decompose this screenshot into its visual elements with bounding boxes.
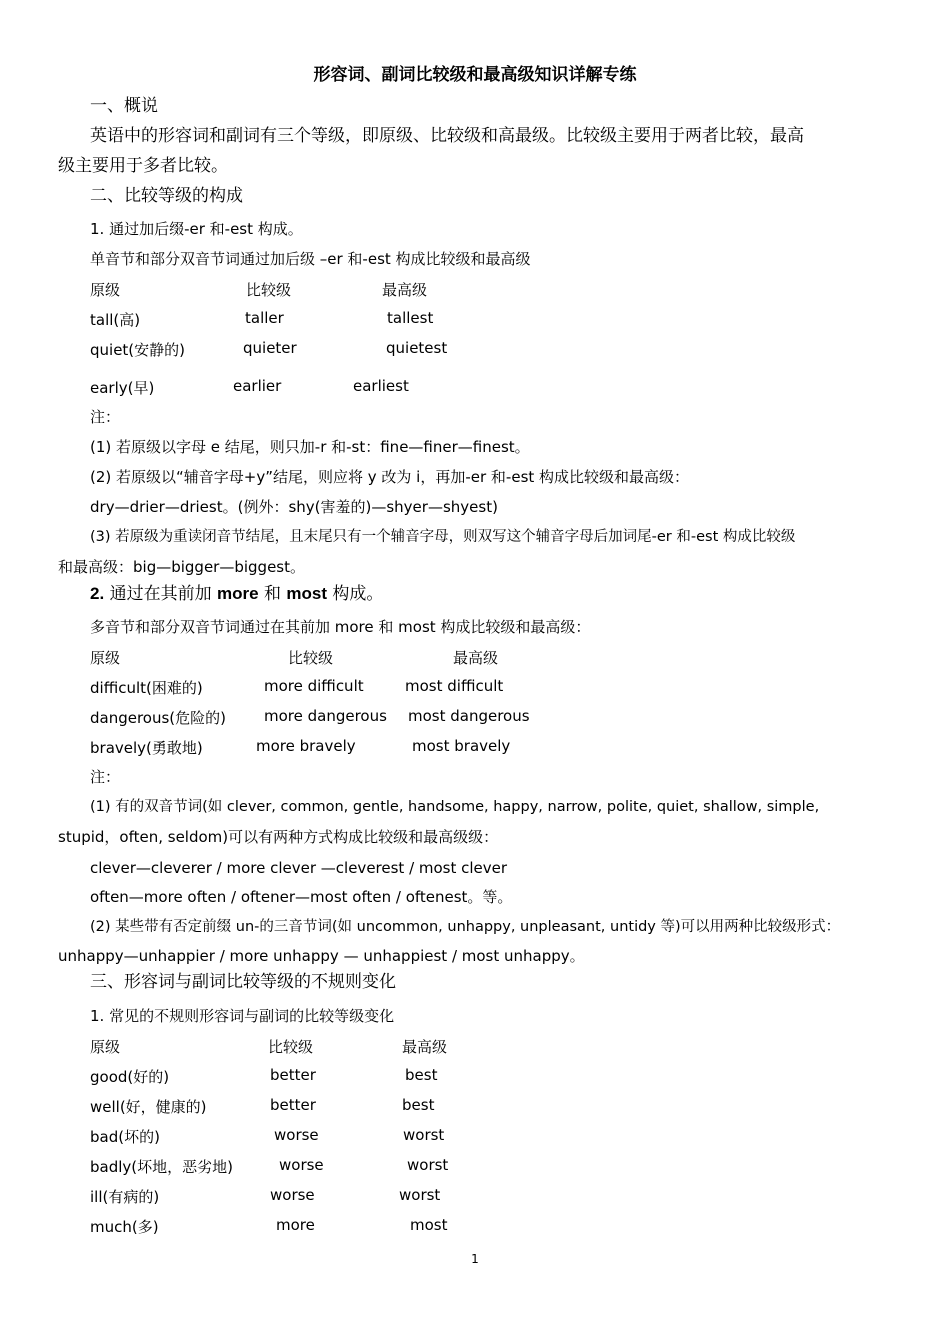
cell-comparative: worse [270,1186,315,1204]
cell-comparative: worse [279,1156,324,1174]
table-header [0,647,950,669]
cell-superlative: best [405,1066,438,1084]
note-3-line-1: (3) 若原级为重读闭音节结尾，且末尾只有一个辅音字母，则双写这个辅音字母后加词尾-er 和-est 构成比较级 [90,529,796,545]
header-superlative: 最高级 [453,649,499,667]
table-row [0,339,950,361]
subsection-title-irregular: 1. 常见的不规则形容词与副词的比较等级变化 [90,1007,395,1025]
note-2-example: dry—drier—driest。(例外：shy(害羞的)—shyer—shyest) [90,498,498,516]
cell-superlative: worst [399,1186,441,1204]
cell-comparative: taller [245,309,284,327]
header-comparative: 比较级 [246,281,292,299]
note-2-line-1: (2) 某些带有否定前缀 un-的三音节词(如 uncommon, unhappy, unpleasant, untidy 等)可以用两种比较级形式： [90,919,841,935]
header-positive: 原级 [90,281,121,299]
title-text: 和 [258,584,287,604]
subsection-number: 2. [90,584,105,603]
note-1-line-2: stupid，often, seldom)可以有两种方式构成比较级和最高级级： [58,828,499,846]
table-row [0,1216,950,1238]
cell-positive: badly(坏地，恶劣地) [90,1158,233,1176]
example-clever: clever—cleverer / more clever —cleverest / most clever [90,859,508,877]
section-heading-overview: 一、概说 [90,96,158,116]
cell-positive: early(早) [90,379,155,397]
note-2-line-2: unhappy—unhappier / more unhappy — unhappiest / most unhappy。 [58,947,585,965]
note-label: 注： [90,408,121,426]
cell-comparative: better [270,1066,316,1084]
cell-comparative: more difficult [264,677,364,695]
cell-superlative: most [410,1216,448,1234]
cell-superlative: worst [407,1156,449,1174]
header-positive: 原级 [90,649,121,667]
cell-comparative: more bravely [256,737,356,755]
cell-positive: much(多) [90,1218,159,1236]
note-label: 注： [90,768,121,786]
page-number: 1 [471,1252,479,1266]
title-keyword-most: most [286,584,328,603]
subsection-title-suffix: 1. 通过加后缀-er 和-est 构成。 [90,220,303,238]
cell-superlative: most difficult [405,677,504,695]
example-often: often—more often / oftener—most often / oftenest。等。 [90,888,513,906]
section-heading-irregular: 三、形容词与副词比较等级的不规则变化 [90,972,396,992]
cell-comparative: earlier [233,377,282,395]
table-row [0,1066,950,1088]
table-header [0,1036,950,1058]
cell-superlative: worst [403,1126,445,1144]
cell-positive: good(好的) [90,1068,170,1086]
cell-superlative: best [402,1096,435,1114]
header-comparative: 比较级 [268,1038,314,1056]
cell-comparative: worse [274,1126,319,1144]
overview-paragraph-line-2: 级主要用于多者比较。 [58,156,228,176]
note-2: (2) 若原级以“辅音字母+y”结尾，则应将 y 改为 i，再加-er 和-est 构成比较级和最高级： [90,468,690,486]
table-row [0,737,950,759]
cell-superlative: quietest [386,339,448,357]
cell-superlative: most dangerous [408,707,530,725]
header-positive: 原级 [90,1038,121,1056]
table-row [0,677,950,699]
cell-superlative: earliest [353,377,409,395]
table-row [0,1126,950,1148]
cell-comparative: more [276,1216,315,1234]
overview-paragraph-line-1: 英语中的形容词和副词有三个等级，即原级、比较级和高最级。比较级主要用于两者比较，最高 [90,126,804,146]
subsection-title-more-most [90,584,383,604]
cell-superlative: tallest [387,309,434,327]
table-row [0,309,950,331]
note-1-line-1: (1) 有的双音节词(如 clever, common, gentle, handsome, happy, narrow, polite, quiet, shallow, simple, [90,799,820,815]
table-row [0,707,950,729]
table-header [0,279,950,301]
table-row [0,1186,950,1208]
table-row [0,1096,950,1118]
cell-positive: bad(坏的) [90,1128,160,1146]
cell-superlative: most bravely [412,737,511,755]
cell-positive: tall(高) [90,311,141,329]
cell-positive: ill(有病的) [90,1188,160,1206]
more-most-intro: 多音节和部分双音节词通过在其前加 more 和 most 构成比较级和最高级： [90,618,591,636]
cell-positive: quiet(安静的) [90,341,186,359]
note-3-line-2: 和最高级：big—bigger—biggest。 [58,558,305,576]
header-superlative: 最高级 [402,1038,448,1056]
cell-comparative: better [270,1096,316,1114]
cell-positive: bravely(勇敢地) [90,739,203,757]
cell-positive: difficult(困难的) [90,679,203,697]
header-comparative: 比较级 [288,649,334,667]
table-row [0,377,950,399]
document-title: 形容词、副词比较级和最高级知识详解专练 [313,65,637,85]
suffix-intro: 单音节和部分双音节词通过加后级 –er 和-est 构成比较级和最高级 [90,250,531,268]
title-text: 构成。 [327,584,384,604]
section-heading-formation: 二、比较等级的构成 [90,186,243,206]
header-superlative: 最高级 [382,281,428,299]
cell-positive: dangerous(危险的) [90,709,227,727]
title-text: 通过在其前加 [104,584,217,604]
note-1: (1) 若原级以字母 e 结尾，则只加-r 和-st：fine—finer—finest。 [90,438,530,456]
cell-positive: well(好，健康的) [90,1098,207,1116]
cell-comparative: quieter [243,339,297,357]
title-keyword-more: more [217,584,259,603]
table-row [0,1156,950,1178]
cell-comparative: more dangerous [264,707,387,725]
